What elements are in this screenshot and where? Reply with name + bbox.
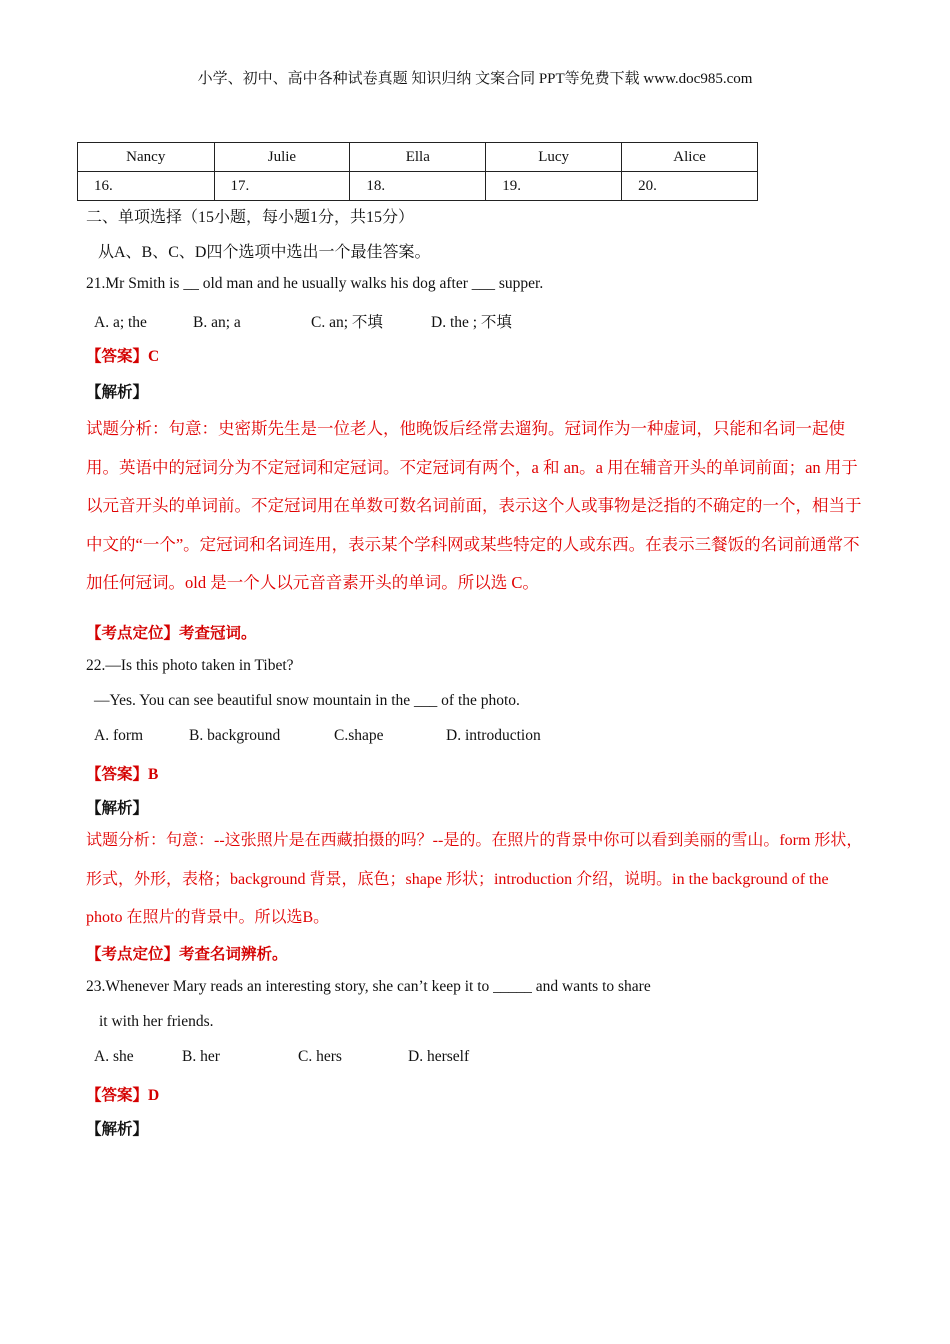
name-cell: Lucy: [486, 143, 622, 172]
q22-analysis-label: 【解析】: [86, 800, 149, 817]
name-cell: Nancy: [78, 143, 215, 172]
option-b: B. background: [189, 727, 281, 744]
q21-stem: 21.Mr Smith is __ old man and he usually walks his dog after ___ supper.: [86, 275, 544, 292]
q22-analysis: 试题分析：句意：--这张照片是在西藏拍摄的吗？--是的。在照片的背景中你可以看到美丽的雪山。form 形状，形式，外形，表格；background 背景，底色；shape 形状；introduction 介绍，说明。in the background of the photo 在照片的背景中。所以选B。: [86, 832, 863, 926]
q21-analysis: 试题分析：句意：史密斯先生是一位老人，他晚饭后经常去遛狗。冠词作为一种虚词，只能和名词一起使用。英语中的冠词分为不定冠词和定冠词。不定冠词有两个，a 和 an。a 用在辅音开头的单词前面；an 用于以元音开头的单词前。不定冠词用在单数可数名词前面，表示这个人或事物是泛指的不确定的一个，相当于中文的“一个”。定冠词和名词连用，表示某个学科网或某些特定的人或东西。在表示三餐饭的名词前通常不加任何冠词。old 是一个人以元音音素开头的单词。所以选 C。: [86, 419, 862, 592]
q23-options: [94, 1048, 469, 1066]
name-cell: Julie: [214, 143, 350, 172]
number-cell: 19.: [486, 172, 622, 201]
q21-analysis-label: 【解析】: [86, 384, 149, 401]
section-title: 二、单项选择（15小题，每小题1分，共15分）: [86, 209, 415, 226]
option-b: B. an; a: [193, 314, 241, 331]
q22-stem-reply: —Yes. You can see beautiful snow mountain in the ___ of the photo.: [94, 692, 520, 709]
option-c: C. hers: [298, 1048, 342, 1065]
option-c: C.shape: [334, 727, 384, 744]
option-d: D. herself: [408, 1048, 470, 1065]
q22-answer: 【答案】B: [86, 766, 159, 783]
q22-options: [94, 727, 541, 745]
number-cell: 16.: [78, 172, 215, 201]
page-header: 小学、初中、高中各种试卷真题 知识归纳 文案合同 PPT等免费下载 www.doc985.com: [197, 71, 753, 87]
option-a: A. a; the: [94, 314, 147, 331]
q21-point: 【考点定位】考查冠词。: [86, 625, 257, 642]
q23-analysis-label: 【解析】: [86, 1121, 149, 1138]
name-row: [78, 143, 758, 172]
option-a: A. form: [94, 727, 144, 744]
name-cell: Ella: [350, 143, 486, 172]
name-table: [77, 142, 758, 201]
q21-options: [94, 310, 512, 332]
q23-answer: 【答案】D: [86, 1087, 160, 1104]
option-b: B. her: [182, 1048, 220, 1065]
name-cell: Alice: [622, 143, 758, 172]
option-c: C. an; 不填: [311, 314, 383, 331]
number-cell: 18.: [350, 172, 486, 201]
option-a: A. she: [94, 1048, 134, 1065]
q23-stem-line1: 23.Whenever Mary reads an interesting story, she can’t keep it to _____ and wants to share: [86, 978, 651, 995]
section-instruction: 从A、B、C、D四个选项中选出一个最佳答案。: [98, 244, 431, 261]
q22-stem-question: 22.—Is this photo taken in Tibet?: [86, 657, 294, 674]
number-row: [78, 172, 758, 201]
option-d: D. the ; 不填: [431, 314, 512, 331]
number-cell: 17.: [214, 172, 350, 201]
option-d: D. introduction: [446, 727, 541, 744]
q22-point: 【考点定位】考查名词辨析。: [86, 946, 288, 963]
q23-stem-line2: it with her friends.: [99, 1013, 214, 1030]
q21-answer: 【答案】C: [86, 348, 160, 365]
number-cell: 20.: [622, 172, 758, 201]
